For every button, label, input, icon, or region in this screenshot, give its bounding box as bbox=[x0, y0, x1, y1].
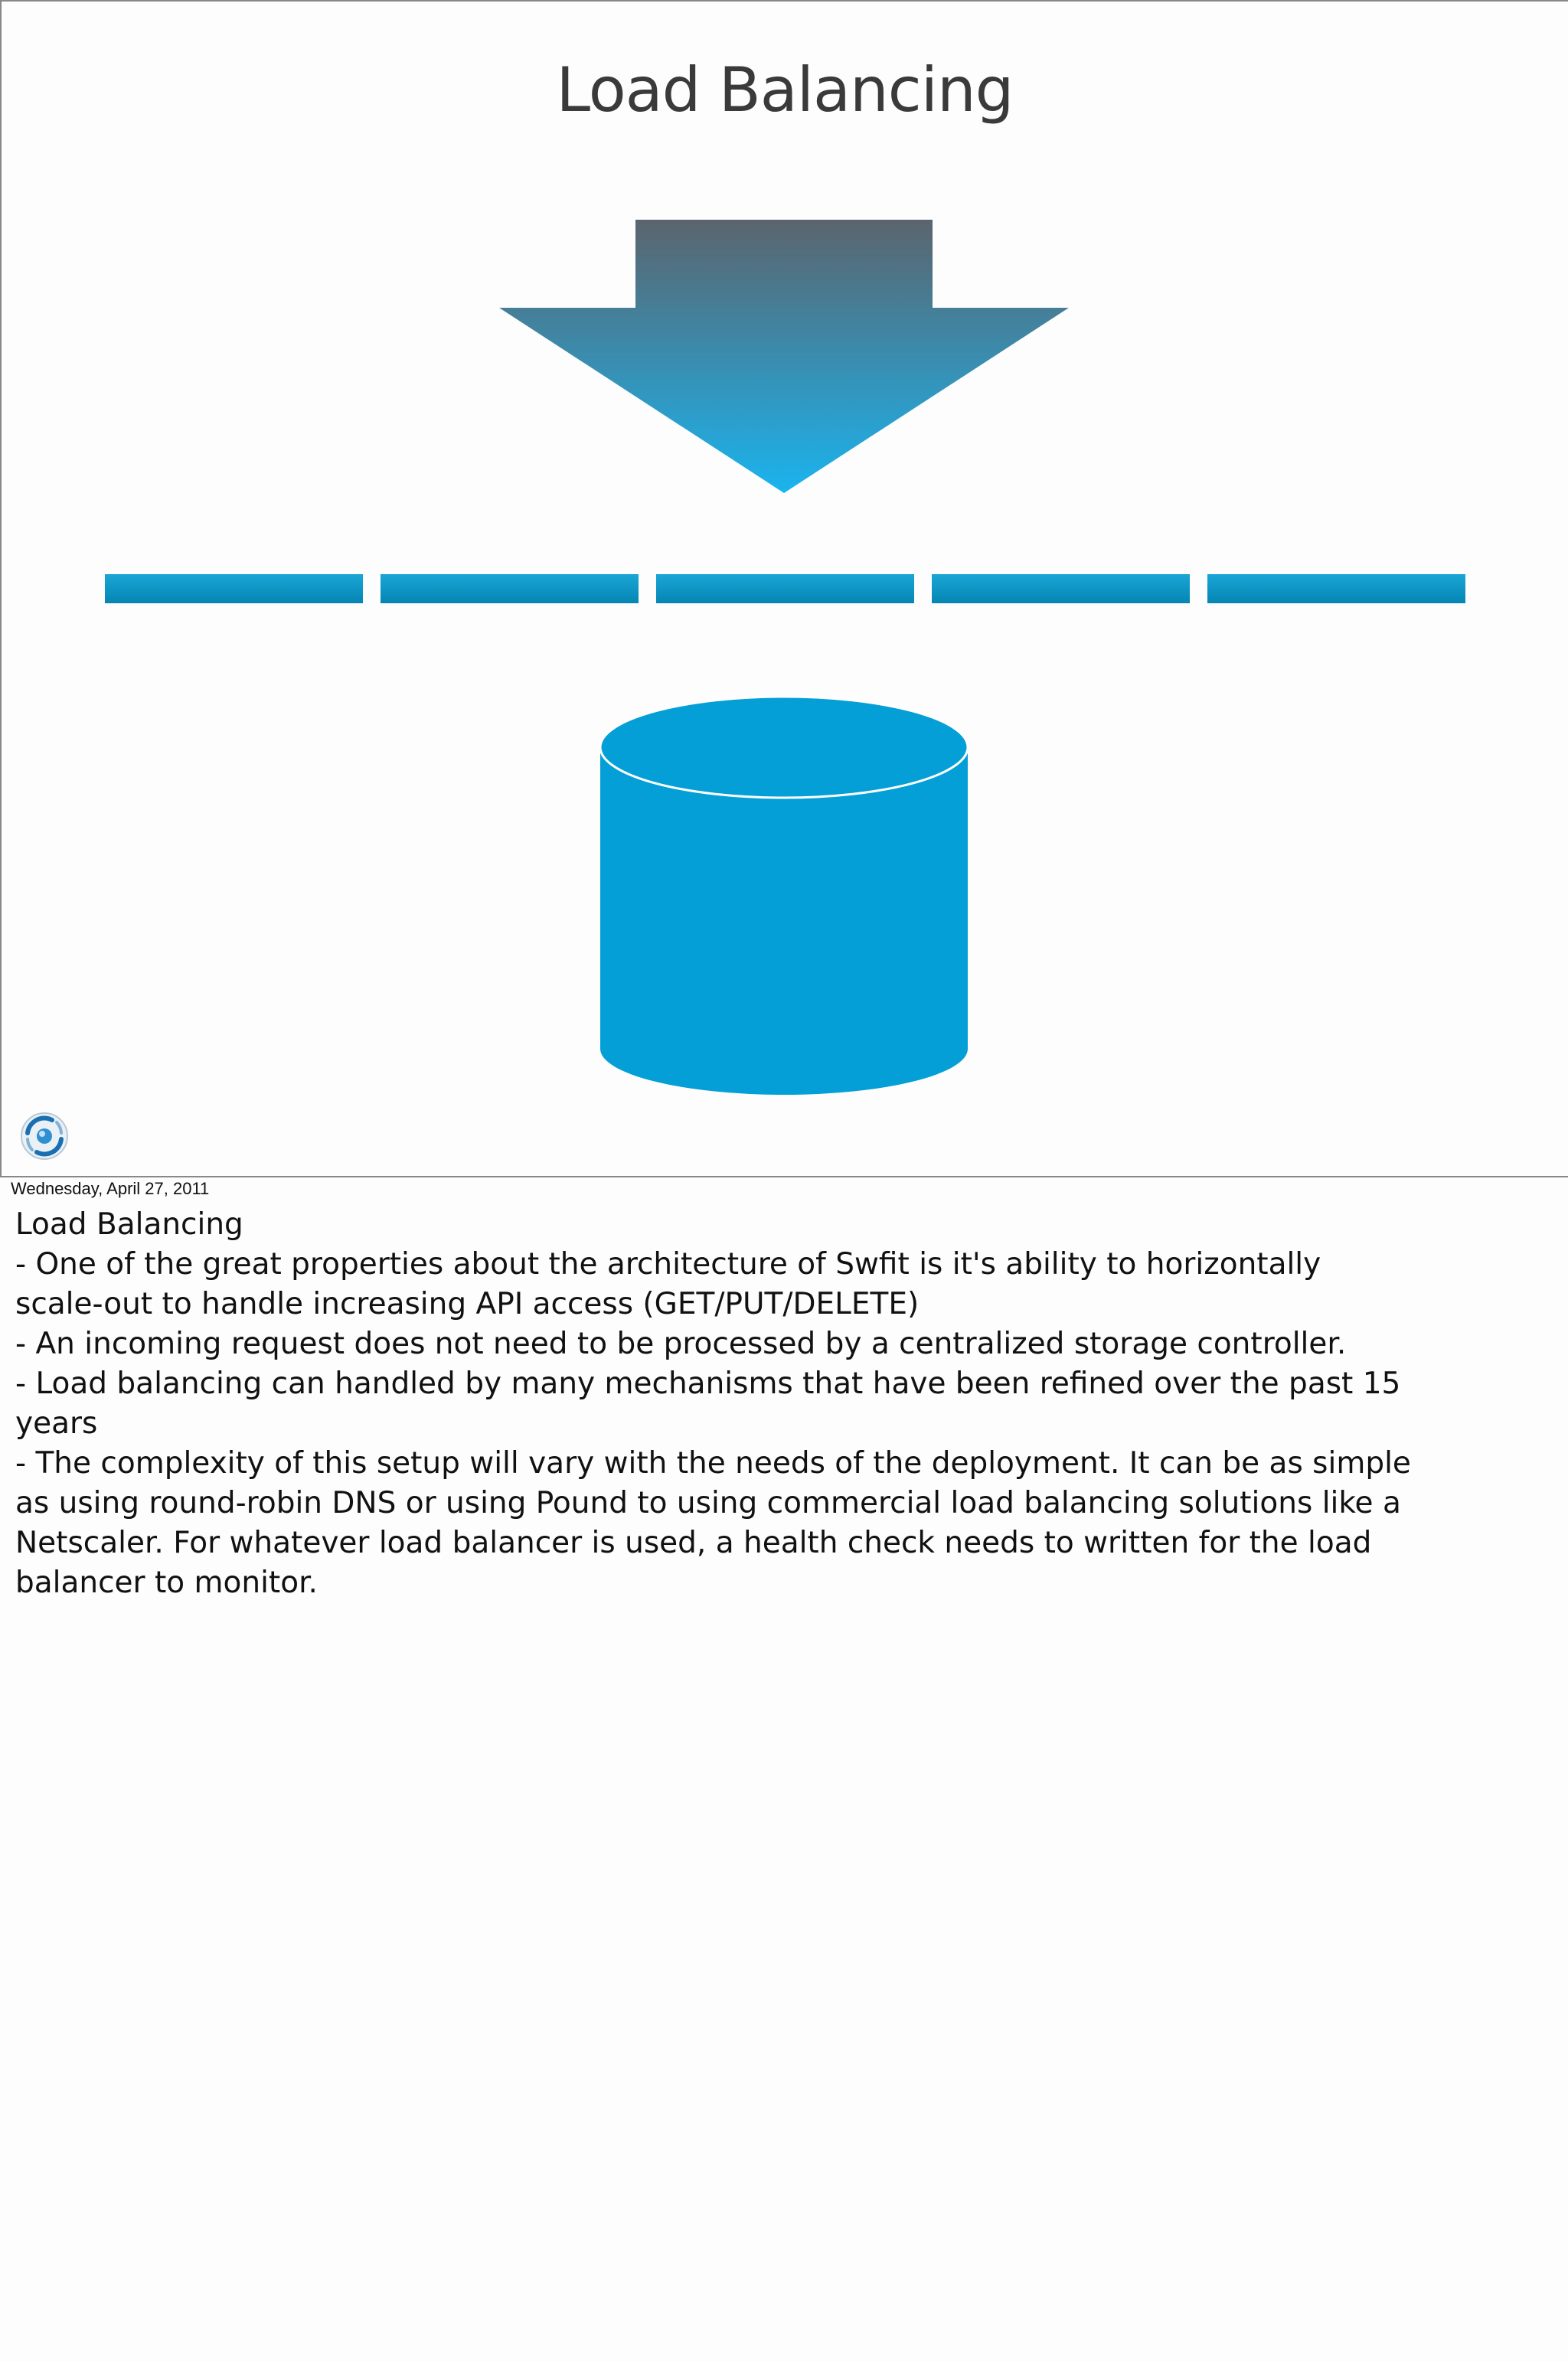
server-node bbox=[105, 574, 363, 603]
date-label: Wednesday, April 27, 2011 bbox=[11, 1179, 210, 1198]
server-node bbox=[932, 574, 1190, 603]
server-node bbox=[1207, 574, 1465, 603]
notes-line: - An incoming request does not need to be processed by a centralized storage controller. bbox=[15, 1327, 1347, 1361]
notes-line: - Load balancing can handled by many mechanisms that have been refined over the past 15 bbox=[15, 1367, 1401, 1401]
notes-line: years bbox=[15, 1406, 98, 1441]
notes-title: Load Balancing bbox=[15, 1207, 243, 1242]
database-cylinder-icon bbox=[600, 697, 968, 1095]
load-balancing-diagram bbox=[2, 2, 1568, 1176]
slide-title: Load Balancing bbox=[556, 54, 1014, 126]
notes-line: - One of the great properties about the architecture of Swfit is it's ability to horizontally bbox=[15, 1247, 1321, 1282]
speaker-notes bbox=[15, 1205, 1554, 1603]
server-node bbox=[656, 574, 914, 603]
notes-line: as using round-robin DNS or using Pound to using commercial load balancing solutions like a bbox=[15, 1486, 1401, 1520]
server-node bbox=[381, 574, 639, 603]
notes-line: balancer to monitor. bbox=[15, 1566, 318, 1600]
down-arrow-icon bbox=[499, 220, 1069, 493]
openstack-logo-icon bbox=[18, 1110, 70, 1162]
notes-line: scale-out to handle increasing API access (GET/PUT/DELETE) bbox=[15, 1287, 920, 1321]
notes-line: - The complexity of this setup will vary with the needs of the deployment. It can be as simple bbox=[15, 1446, 1411, 1481]
slide bbox=[0, 0, 1568, 1177]
server-row bbox=[105, 574, 1465, 603]
notes-line: Netscaler. For whatever load balancer is used, a health check needs to written for the load bbox=[15, 1526, 1372, 1560]
